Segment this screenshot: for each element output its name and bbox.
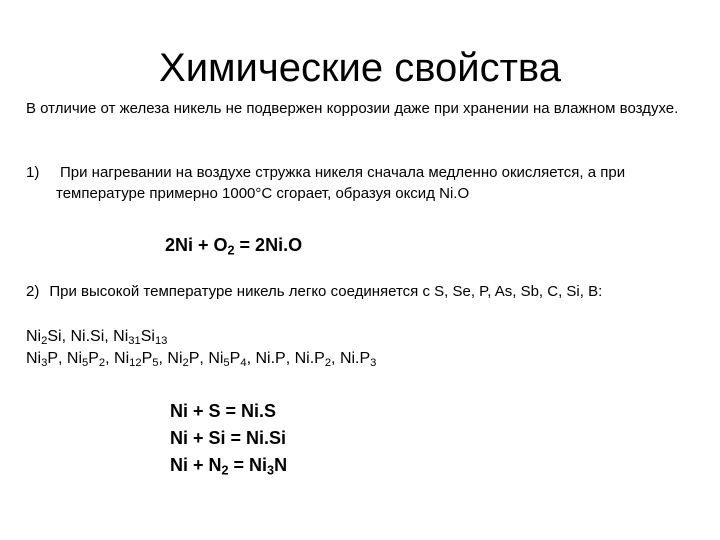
phosphides-line — [26, 348, 376, 370]
list-item-1-line-2: температуре примерно 1000°С сгорает, образуя оксид Ni.O — [56, 185, 470, 202]
phosphide-formula: $Ni_3P$, — [26, 350, 67, 370]
phosphide-formula: $Ni_2P$, — [167, 350, 209, 370]
oxide-equation-lhs: 2Ni + O — [165, 235, 228, 255]
list-item-2 — [26, 281, 696, 302]
list-item-2-text: При высокой температуре никель легко соединяется с S, Se, P, As, Sb, C, Si, B: — [49, 283, 603, 300]
reaction-ni-n2: $Ni + N_2 = Ni_3N$ — [170, 455, 288, 478]
reaction-ni-si: Ni + Si = Ni.Si — [170, 428, 287, 448]
oxide-equation-subscript: 2 — [227, 243, 235, 258]
phosphide-formula: $Ni.P_2$, — [294, 350, 340, 370]
list-marker-1: 1) — [26, 164, 40, 181]
phosphide-formula: $Ni_5P_4$, — [208, 350, 256, 370]
intro-paragraph: В отличие от железа никель не подвержен коррозии даже при хранении на влажном воздухе. — [26, 100, 679, 117]
reaction-ni-s: Ni + S = Ni.S — [170, 401, 277, 421]
phosphide-formula: $Ni_{12}P_5$, — [114, 350, 168, 370]
silicide-formula: $Ni_2Si$, — [26, 328, 71, 348]
oxide-equation-rhs: = 2Ni.O — [234, 235, 303, 255]
phosphide-formula: $Ni_5P_2$, — [66, 350, 115, 370]
list-item-1 — [26, 162, 696, 204]
phosphide-formula: Ni.P, — [255, 350, 295, 367]
silicide-formula: $Ni_{31}Si_{13}$ — [113, 328, 168, 348]
slide-title: Химические свойства — [159, 46, 561, 90]
oxide-equation — [165, 232, 302, 258]
phosphide-formula: $Ni.P_3$ — [339, 350, 377, 370]
list-item-1-text — [26, 162, 696, 204]
reactions-block — [170, 398, 287, 479]
silicides-line — [26, 326, 167, 348]
list-marker-2: 2) — [26, 283, 40, 300]
list-item-1-line-1: При нагревании на воздухе стружка никеля сначала медленно окисляется, а при — [60, 164, 626, 181]
silicide-formula: Ni.Si, — [70, 328, 114, 345]
